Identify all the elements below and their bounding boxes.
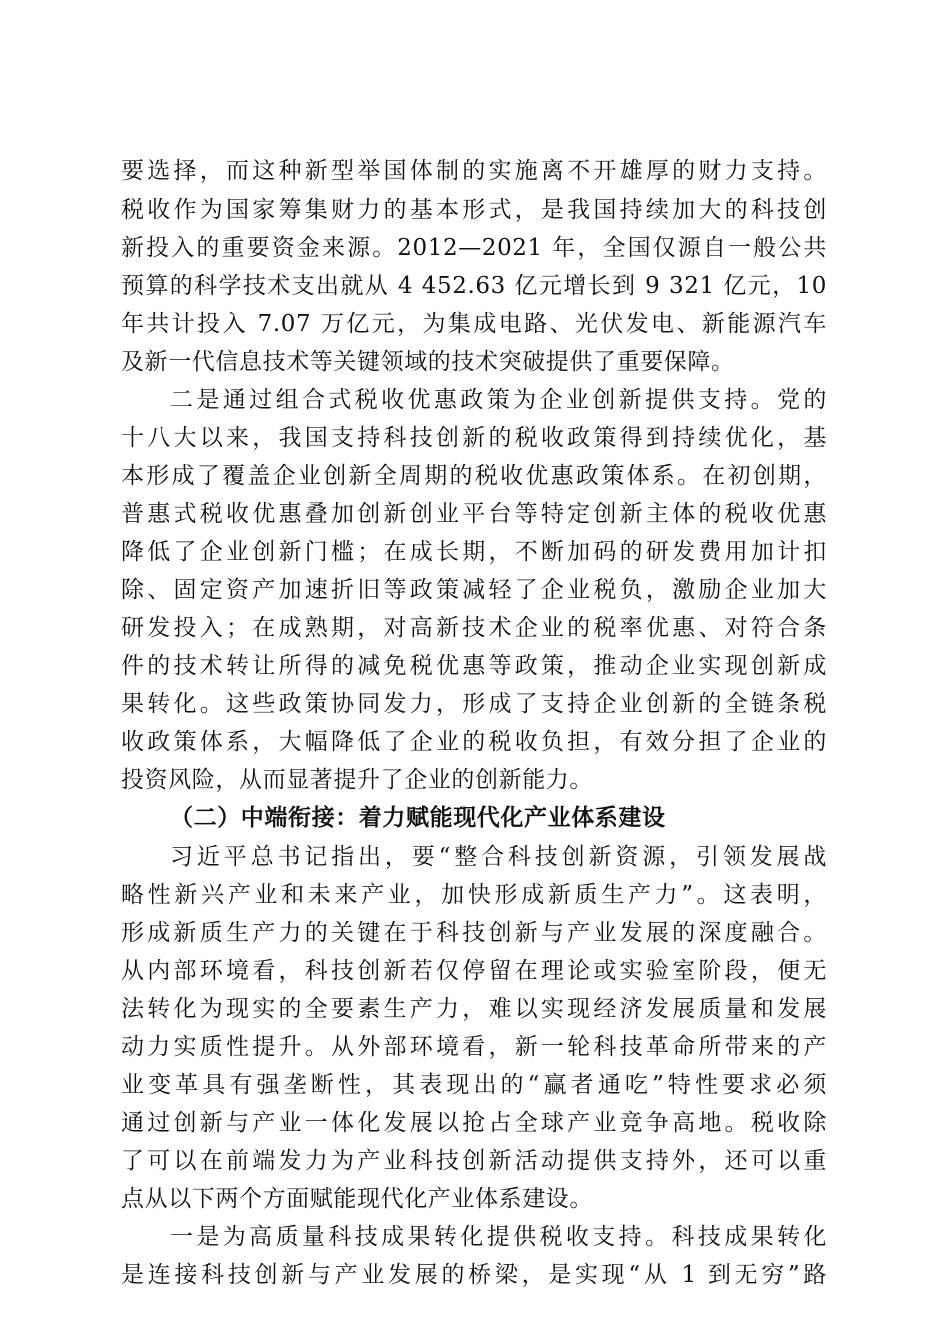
paragraph-first-line: 习近平总书记指出，要“整合科技创新资源，引领发展战 <box>170 844 827 870</box>
text-line: 普惠式税收优惠叠加创新创业平台等特定创新主体的税收优惠 <box>121 501 827 527</box>
text-line: 从内部环境看，科技创新若仅停留在理论或实验室阶段，便无 <box>121 958 827 984</box>
text-line: 本形成了覆盖企业创新全周期的税收优惠政策体系。在初创期， <box>121 463 827 489</box>
paragraph-end-line: 投资风险，从而显著提升了企业的创新能力。 <box>121 767 593 793</box>
paragraph-first-line: 二是通过组合式税收优惠政策为企业创新提供支持。党的 <box>170 387 827 413</box>
text-line: 了可以在前端发力为产业科技创新活动提供支持外，还可以重 <box>121 1148 827 1174</box>
text-line: 业变革具有强垄断性，其表现出的“赢者通吃”特性要求必须 <box>121 1072 827 1098</box>
text-line: 预算的科学技术支出就从 4 452.63 亿元增长到 9 321 亿元，10 <box>121 273 827 299</box>
text-line: 十八大以来，我国支持科技创新的税收政策得到持续优化，基 <box>121 425 827 451</box>
text-line: 件的技术转让所得的减免税优惠等政策，推动企业实现创新成 <box>121 653 827 679</box>
text-line: 要选择，而这种新型举国体制的实施离不开雄厚的财力支持。 <box>121 158 827 184</box>
text-line: 年共计投入 7.07 万亿元，为集成电路、光伏发电、新能源汽车 <box>121 311 827 337</box>
paragraph-end-line: 及新一代信息技术等关键领域的技术突破提供了重要保障。 <box>121 349 735 375</box>
text-line: 略性新兴产业和未来产业，加快形成新质生产力”。这表明， <box>121 882 827 908</box>
text-line: 税收作为国家筹集财力的基本形式，是我国持续加大的科技创 <box>121 197 827 223</box>
paragraph-first-line: 一是为高质量科技成果转化提供税收支持。科技成果转化 <box>170 1224 827 1250</box>
text-line: 新投入的重要资金来源。2012—2021 年，全国仅源自一般公共 <box>121 235 827 261</box>
paragraph-end-line: 点从以下两个方面赋能现代化产业体系建设。 <box>121 1186 593 1212</box>
section-heading: （二）中端衔接：着力赋能现代化产业体系建设 <box>170 805 666 831</box>
text-line: 除、固定资产加速折旧等政策减轻了企业税负，激励企业加大 <box>121 577 827 603</box>
text-line: 降低了企业创新门槛；在成长期，不断加码的研发费用加计扣 <box>121 539 827 565</box>
text-line: 法转化为现实的全要素生产力，难以实现经济发展质量和发展 <box>121 996 827 1022</box>
text-line: 通过创新与产业一体化发展以抢占全球产业竞争高地。税收除 <box>121 1110 827 1136</box>
text-line: 是连接科技创新与产业发展的桥梁，是实现“从 1 到无穷”路 <box>121 1262 827 1288</box>
text-line: 动力实质性提升。从外部环境看，新一轮科技革命所带来的产 <box>121 1034 827 1060</box>
text-line: 果转化。这些政策协同发力，形成了支持企业创新的全链条税 <box>121 691 827 717</box>
text-line: 收政策体系，大幅降低了企业的税收负担，有效分担了企业的 <box>121 729 827 755</box>
text-line: 研发投入；在成熟期，对高新技术企业的税率优惠、对符合条 <box>121 615 827 641</box>
text-line: 形成新质生产力的关键在于科技创新与产业发展的深度融合。 <box>121 920 827 946</box>
